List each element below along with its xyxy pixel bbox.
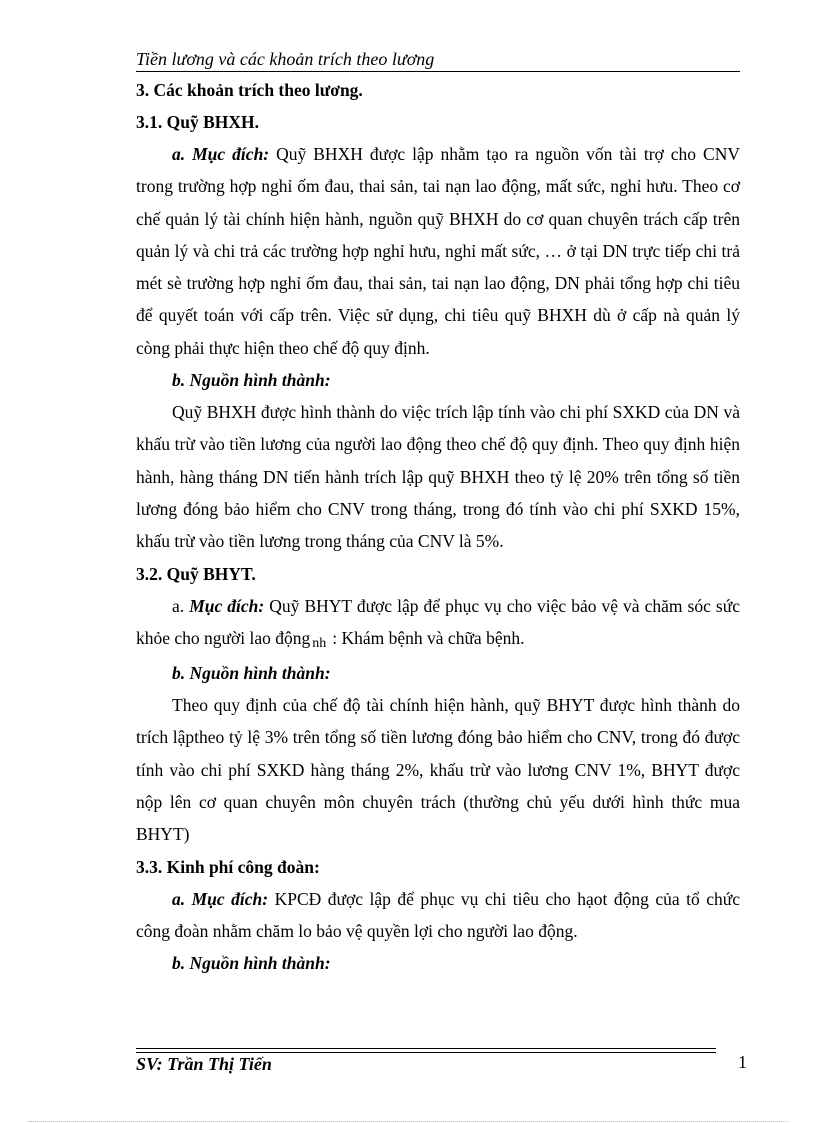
section-3-1-source-text: Quỹ BHXH được hình thành do việc trích lập tính vào chi phí SXKD của DN và khấu trừ vào tiền lương của người lao động theo chế độ quy định. Theo quy định hiện hành, hàng tháng DN tiến hành trích lập quỹ BHXH theo tỷ lệ 20% trên tổng số tiền lương đóng bảo hiểm cho CNV trong tháng, trong đó tính vào chi phí SXKD 15%, khấu trừ vào tiền lương trong tháng của CNV là 5%. (136, 402, 740, 552)
purpose-text: Quỹ BHYT được lập để phục vụ cho việc bảo vệ và chăm sóc sức khỏe cho người lao động (136, 595, 740, 648)
section-3-2-purpose (136, 590, 740, 658)
purpose-label: a. Mục đích: (172, 144, 270, 164)
section-3-1-title: 3.1. Quỹ BHXH. (136, 112, 260, 132)
purpose-text-end: : Khám bệnh và chữa bệnh. (332, 627, 525, 648)
footer-divider (136, 1048, 716, 1049)
purpose-label: a. Mục đích: (172, 888, 269, 909)
page-edge-divider (28, 1121, 788, 1122)
section-3-title: 3. Các khoản trích theo lương. (136, 80, 363, 100)
running-header: Tiền lương và các khoản trích theo lương (136, 48, 740, 72)
subscript-nh: nh (312, 635, 327, 651)
purpose-prefix: a. (172, 595, 190, 616)
document-body (136, 74, 740, 979)
section-3-1-purpose (136, 138, 740, 364)
section-3-2-title: 3.2. Quỹ BHYT. (136, 563, 256, 584)
section-3-3-source-label: b. Nguồn hình thành: (172, 953, 331, 974)
purpose-text: Quỹ BHXH được lập nhằm tạo ra nguồn vốn tài trợ cho CNV trong trường hợp nghỉ ốm đau, thai sản, tai nạn lao động, mất sức, nghỉ hưu. Theo cơ chế quản lý tài chính hiện hành, nguồn quỹ BHXH do cơ quan chuyên trách cấp trên quản lý và chi trả các trường hợp nghỉ hưu, nghỉ mất sức, … ở tại DN trực tiếp chi trả mét sè trường hợp nghỉ ốm đau, thai sản, tai nạn lao động, DN phải tổng hợp chi tiêu để quyết toán với cấp trên. Việc sử dụng, chi tiêu quỹ BHXH dù ở cấp nà quản lý còng phải thực hiện theo chế độ quy định. (136, 144, 740, 358)
purpose-text: KPCĐ được lập để phục vụ chi tiêu cho hạot động của tổ chức công đoàn nhằm chăm lo bảo vệ quyền lợi cho người lao động. (136, 888, 740, 941)
page-number: 1 (738, 1052, 747, 1072)
footer-student-name: SV: Trần Thị Tiến (136, 1054, 272, 1074)
section-3-1-source-label: b. Nguồn hình thành: (172, 370, 331, 391)
purpose-label: Mục đích: (189, 595, 265, 616)
section-3-3-title: 3.3. Kinh phí công đoàn: (136, 856, 320, 877)
section-3-2-source-label: b. Nguồn hình thành: (172, 663, 331, 684)
footer-divider (136, 1052, 716, 1053)
section-3-3-purpose (136, 883, 740, 948)
section-3-2-source-text: Theo quy định của chế độ tài chính hiện hành, quỹ BHYT được hình thành do trích lậptheo tỷ lệ 3% trên tổng số tiền lương đóng bảo hiểm cho CNV, trong đó được tính vào chi phí SXKD hàng tháng 2%, khấu trừ vào lương CNV 1%, BHYT được nộp lên cơ quan chuyên môn chuyên trách (thường chủ yếu dưới hình thức mua BHYT) (136, 695, 740, 845)
